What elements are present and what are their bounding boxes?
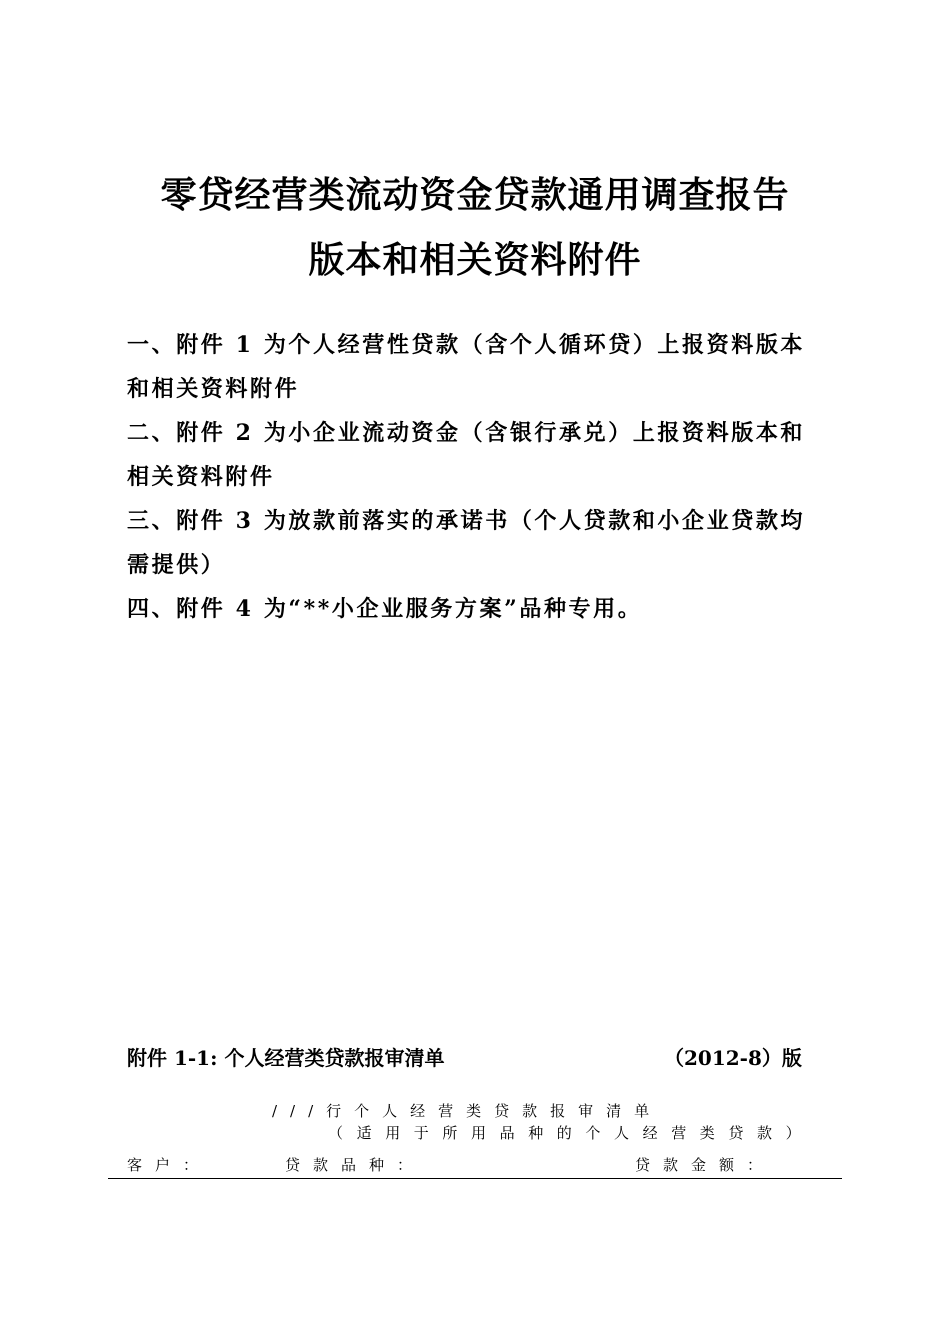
loan-product-field-label: 贷款品种： xyxy=(285,1156,426,1174)
item-4-line-1: 四、附件 4 为“**小企业服务方案”品种专用。 xyxy=(127,596,643,622)
item-2-line-1: 二、附件 2 为小企业流动资金（含银行承兑）上报资料版本和 xyxy=(127,420,806,446)
item-1-line-1: 一、附件 1 为个人经营性贷款（含个人循环贷）上报资料版本 xyxy=(127,332,806,358)
checklist-scope: （适用于所用品种的个人经营类贷款） xyxy=(328,1124,815,1142)
item-2-line-2: 相关资料附件 xyxy=(127,464,275,490)
attachment-version: （2012-8）版 xyxy=(664,1046,802,1070)
document-title-line-1: 零贷经营类流动资金贷款通用调查报告 xyxy=(160,174,790,216)
header-divider xyxy=(108,1178,842,1179)
attachment-label: 附件 1-1: 个人经营类贷款报审清单 xyxy=(127,1046,445,1070)
customer-field-label: 客户： xyxy=(127,1156,212,1174)
checklist-title: ///行个人经营类贷款报审清单 xyxy=(272,1102,663,1120)
item-3-line-1: 三、附件 3 为放款前落实的承诺书（个人贷款和小企业贷款均 xyxy=(127,508,806,534)
document-title-line-2: 版本和相关资料附件 xyxy=(308,239,642,281)
item-1-line-2: 和相关资料附件 xyxy=(127,376,300,402)
loan-amount-field-label: 贷款金额： xyxy=(635,1156,776,1174)
item-3-line-2: 需提供） xyxy=(127,552,226,578)
